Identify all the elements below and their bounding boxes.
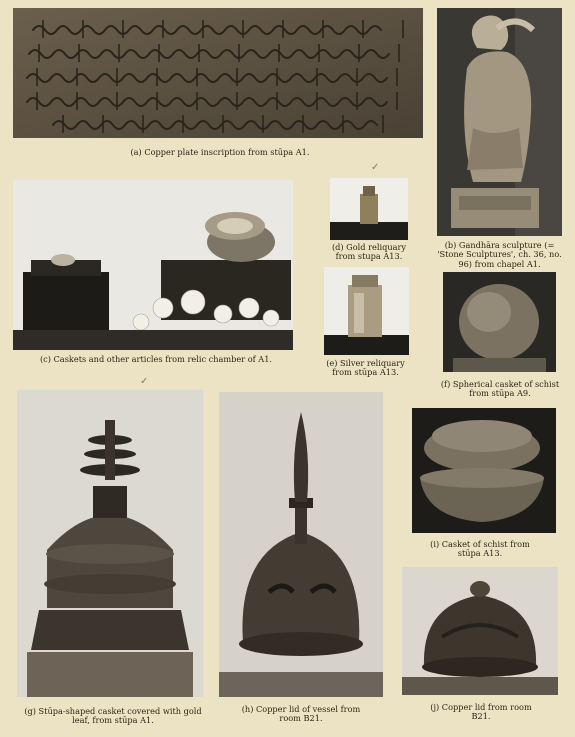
photo-e-silver-reliquary	[324, 267, 409, 355]
caption-a: (a) Copper plate inscription from stūpa A1.	[130, 147, 310, 157]
caption-g: (g) Stūpa-shaped casket covered with gold leaf, from stūpa A1.	[24, 706, 202, 726]
caption-b: (b) Gandhāra sculpture (= 'Stone Sculptures', ch. 36, no. 96) from chapel A1.	[437, 240, 562, 269]
caption-j: (j) Copper lid from room B21.	[430, 702, 532, 722]
photo-j-copper-lid	[402, 567, 558, 695]
photo-g-stupa-shaped-casket	[17, 390, 203, 697]
caption-e: (e) Silver reliquary from stūpa A13.	[326, 358, 405, 378]
photo-c-caskets-relic-chamber	[13, 180, 293, 350]
photo-i-casket-of-schist	[412, 408, 556, 533]
photo-f-spherical-casket	[443, 272, 556, 372]
caption-d: (d) Gold reliquary from stupa A13.	[331, 242, 407, 262]
check-mark-d: ✓	[371, 162, 380, 173]
caption-f: (f) Spherical casket of schist from stūpa A9.	[440, 379, 560, 399]
caption-h: (h) Copper lid of vessel from room B21.	[241, 704, 361, 724]
photo-a-copper-plate-inscription	[13, 8, 423, 138]
photo-b-gandhara-sculpture	[437, 8, 562, 236]
caption-c: (c) Caskets and other articles from relic chamber of A1.	[39, 354, 273, 364]
check-mark-g: ✓	[140, 376, 149, 387]
caption-i: (i) Casket of schist from stūpa A13.	[430, 539, 530, 559]
photo-d-gold-reliquary	[330, 178, 408, 240]
photo-h-copper-lid-vessel	[219, 392, 383, 697]
